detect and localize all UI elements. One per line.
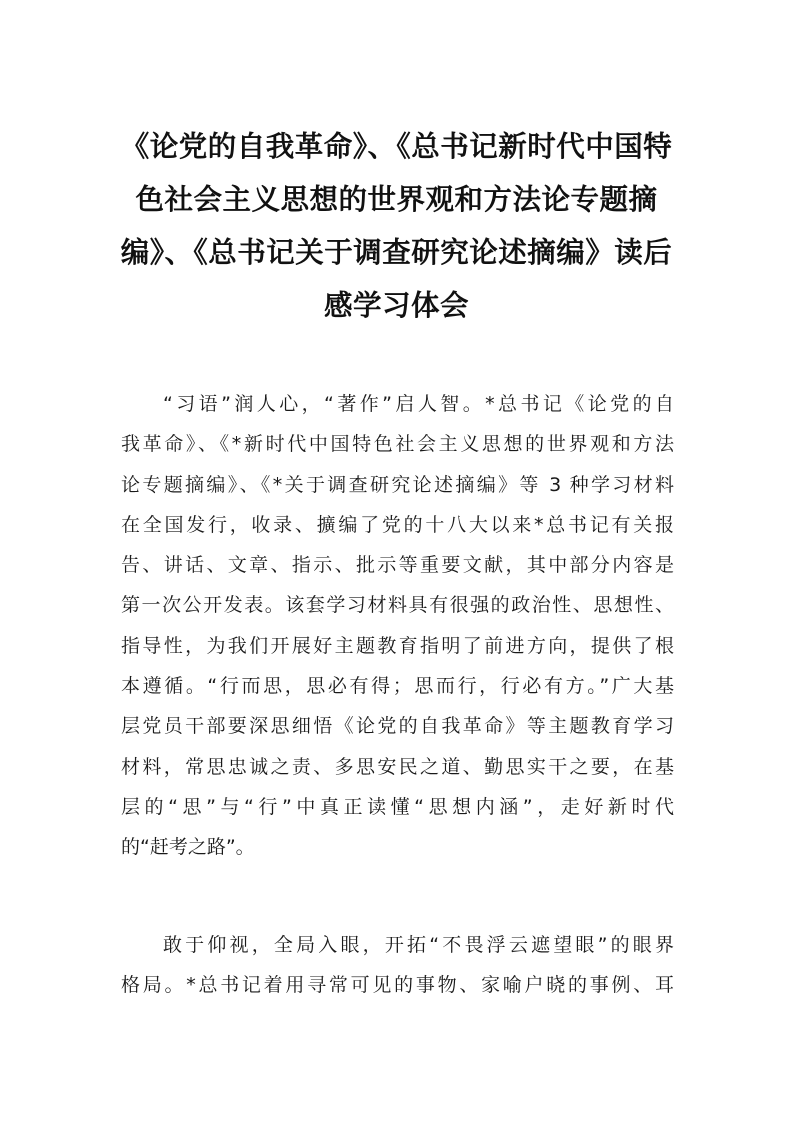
title-line: 《论党的自我革命》、《总书记新时代中国特 <box>120 130 673 163</box>
title-line: 色社会主义思想的世界观和方法论专题摘 <box>135 183 658 216</box>
title-line: 编》、《总书记关于调查研究论述摘编》读后 <box>120 236 673 269</box>
paragraph-line: 层的“思”与“行”中真正读懂“思想内涵”，走好新时代 <box>121 795 674 818</box>
paragraph-line: 第一次公开发表。该套学习材料具有很强的政治性、思想性、 <box>121 594 674 617</box>
paragraph-2 <box>121 925 674 1006</box>
paragraph-1 <box>121 384 674 868</box>
paragraph-line: 在全国发行，收录、擴编了党的十八大以来*总书记有关报 <box>121 513 674 536</box>
paragraph-line: “习语”润人心，“著作”启人智。*总书记《论党的自 <box>163 393 674 415</box>
document-title <box>118 120 675 332</box>
paragraph-line: 指导性，为我们开展好主题教育指明了前进方向，提供了根 <box>121 634 674 657</box>
paragraph-line: 我革命》、《*新时代中国特色社会主义思想的世界观和方法 <box>121 433 674 456</box>
paragraph-line: 材料，常思忠诚之责、多思安民之道、勤思实干之要，在基 <box>121 755 674 778</box>
paragraph-line: 告、讲话、文章、指示、批示等重要文献，其中部分内容是 <box>121 554 674 577</box>
paragraph-line: 格局。*总书记着用寻常可见的事物、家喻户晓的事例、耳 <box>121 974 674 997</box>
paragraph-line: 论专题摘编》、《*关于调查研究论述摘编》等 3 种学习材料 <box>121 473 674 496</box>
paragraph-line: 本遵循。“行而思，思必有得；思而行，行必有方。”广大基 <box>121 675 674 698</box>
paragraph-line: 敢于仰视，全局入眼，开拓“不畏浮云遮望眼”的眼界 <box>163 934 674 956</box>
paragraph-line: 的“赶考之路”。 <box>121 836 255 859</box>
paragraph-line: 层党员干部要深思细悟《论党的自我革命》等主题教育学习 <box>121 715 674 738</box>
title-line: 感学习体会 <box>323 289 469 322</box>
